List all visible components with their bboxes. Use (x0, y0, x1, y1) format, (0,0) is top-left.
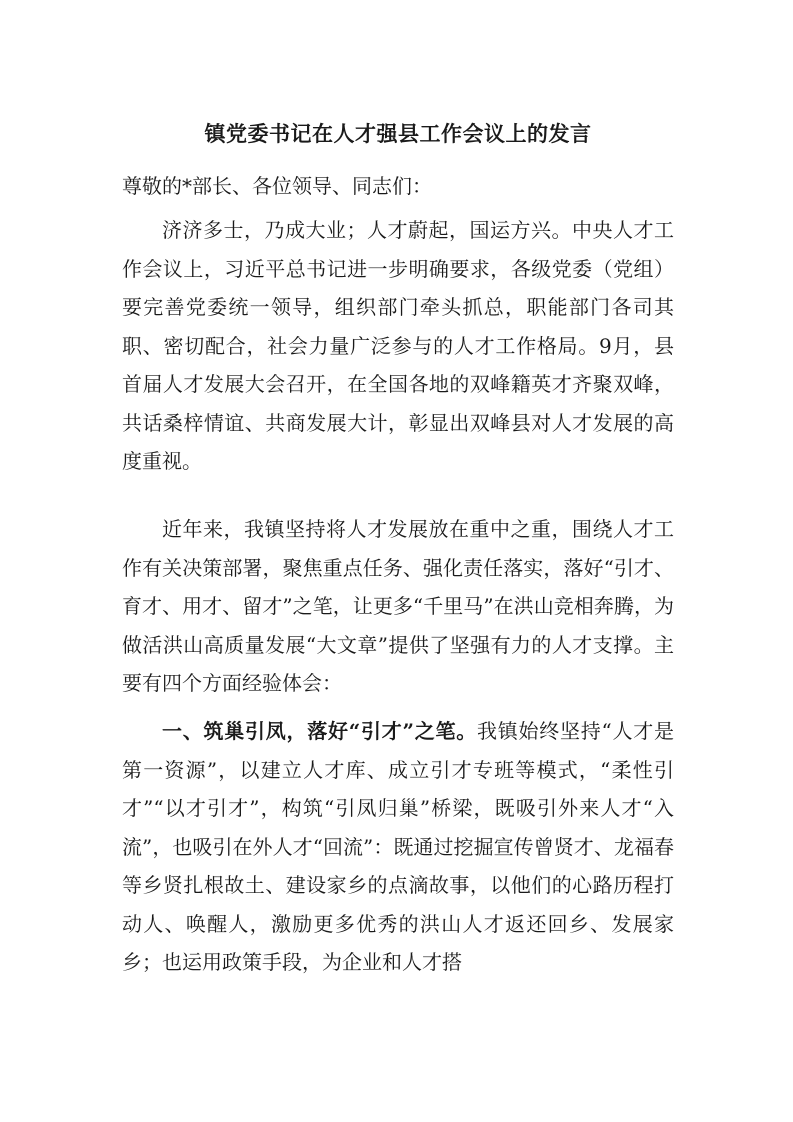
paragraph-text: 济济多士，乃成大业；人才蔚起，国运方兴。中央人才工作会议上，习近平总书记进一步明确要求，各级党委（党组）要完善党委统一领导，组织部门牵头抓总，职能部门各司其职、密切配合，社会力量广泛参与的人才工作格局。9月，县首届人才发展大会召开，在全国各地的双峰籍英才齐聚双峰，共话桑梓情谊、共商发展大计，彰显出双峰县对人才发展的高度重视。 (122, 218, 674, 473)
salutation: 尊敬的*部长、各位领导、同志们： (122, 174, 432, 198)
paragraph-intro (122, 211, 674, 481)
paragraph-text: 我镇始终坚持“人才是第一资源”，以建立人才库、成立引才专班等模式，“柔性引才”“以才引才”，构筑“引凤归巢”桥梁，既吸引外来人才“入流”，也吸引在外人才“回流”：既通过挖掘宣传曾贤才、龙福春等乡贤扎根故土、建设家乡的点滴故事，以他们的心路历程打动人、唤醒人，激励更多优秀的洪山人才返还回乡、发展家乡；也运用政策手段，为企业和人才搭 (122, 719, 674, 974)
section-heading: 一、筑巢引凤，落好“引才”之笔。 (162, 719, 478, 743)
paragraph-overview (122, 510, 674, 703)
document-page (122, 0, 674, 1122)
paragraph-section-one (122, 712, 674, 982)
paragraph-text: 近年来，我镇坚持将人才发展放在重中之重，围绕人才工作有关决策部署，聚焦重点任务、强化责任落实，落好“引才、育才、用才、留才”之笔，让更多“千里马”在洪山竞相奔腾，为做活洪山高质量发展“大文章”提供了坚强有力的人才支撑。主要有四个方面经验体会： (122, 517, 674, 695)
document-title: 镇党委书记在人才强县工作会议上的发言 (204, 121, 592, 146)
